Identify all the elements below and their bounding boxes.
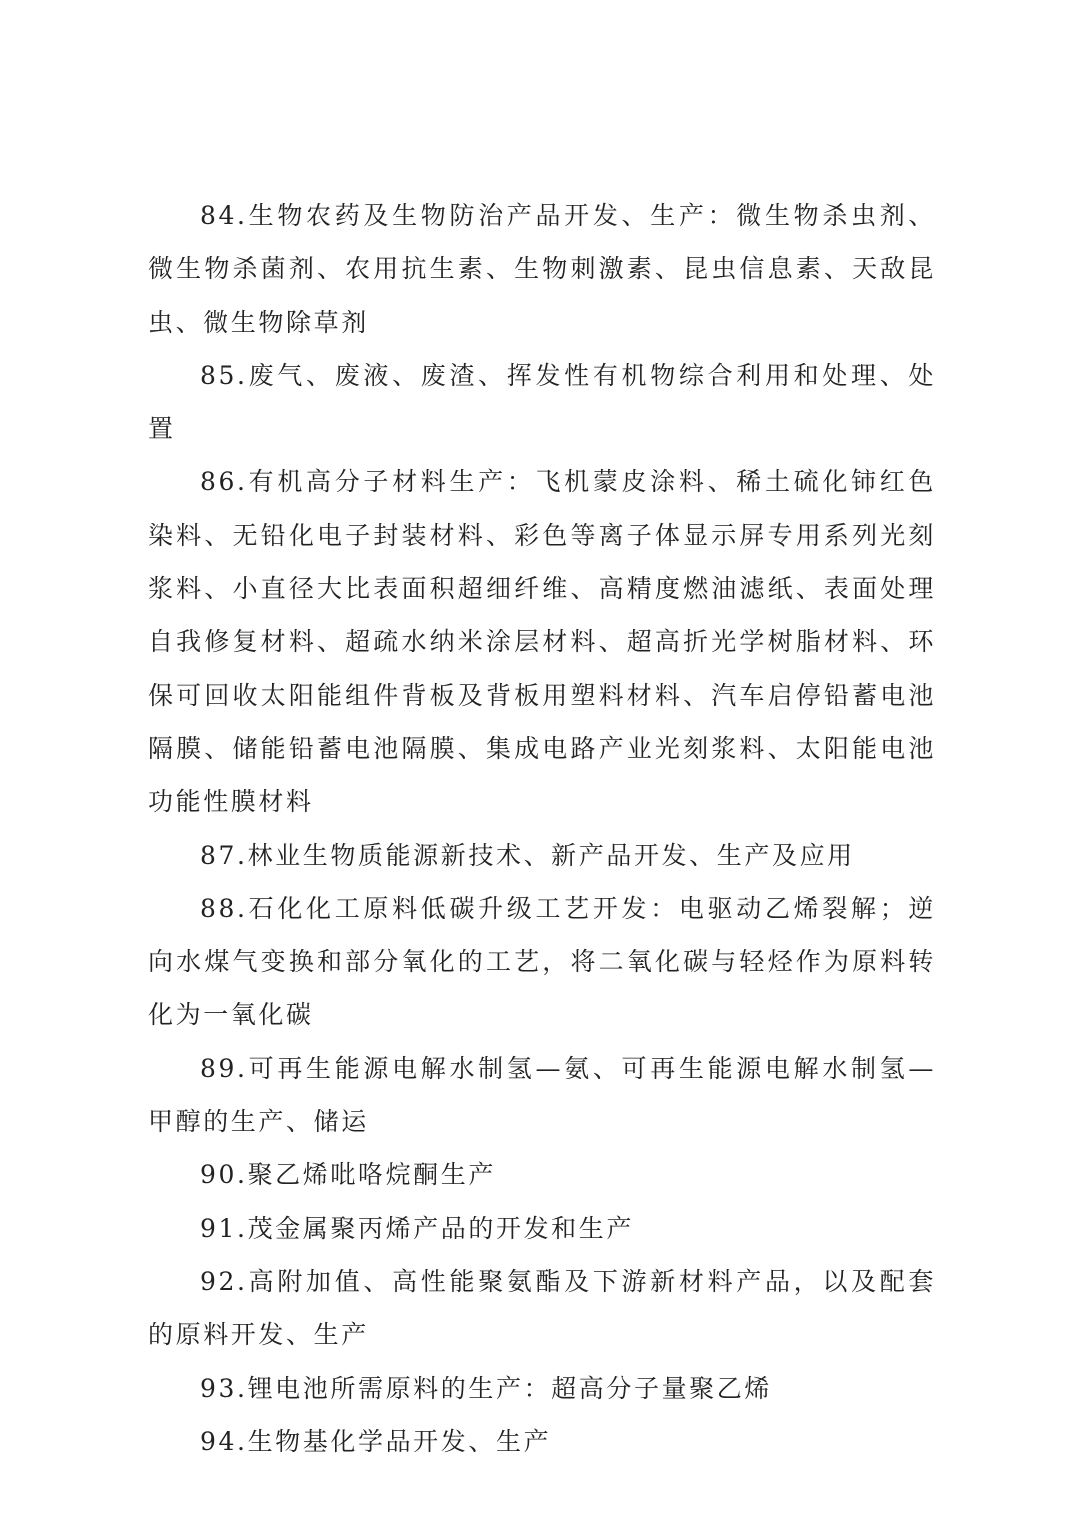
- item-text: 生物基化学品开发、生产: [247, 1426, 552, 1456]
- item-text: 林业生物质能源新技术、新产品开发、生产及应用: [247, 840, 855, 870]
- item-text: 茂金属聚丙烯产品的开发和生产: [247, 1213, 634, 1243]
- item-text: 生物农药及生物防治产品开发、生产：微生物杀虫剂、微生物杀菌剂、农用抗生素、生物刺激素、昆虫信息素、天敌昆虫、微生物除草剂: [148, 201, 936, 337]
- list-item: [148, 1415, 936, 1468]
- item-number: 92.: [200, 1266, 248, 1296]
- item-text: 高附加值、高性能聚氨酯及下游新材料产品，以及配套的原料开发、生产: [148, 1266, 936, 1350]
- item-text: 可再生能源电解水制氢—氨、可再生能源电解水制氢—甲醇的生产、储运: [148, 1053, 936, 1137]
- list-item: [148, 189, 936, 349]
- item-text: 聚乙烯吡咯烷酮生产: [247, 1160, 496, 1190]
- list-item: [148, 1255, 936, 1362]
- item-number: 88.: [200, 893, 248, 923]
- list-item: [148, 1202, 936, 1255]
- item-text: 有机高分子材料生产：飞机蒙皮涂料、稀土硫化铈红色染料、无铅化电子封装材料、彩色等离子体显示屏专用系列光刻浆料、小直径大比表面积超细纤维、高精度燃油滤纸、表面处理自我修复材料、超疏水纳米涂层材料、超高折光学树脂材料、环保可回收太阳能组件背板及背板用塑料材料、汽车启停铅蓄电池隔膜、储能铅蓄电池隔膜、集成电路产业光刻浆料、太阳能电池功能性膜材料: [148, 467, 936, 817]
- item-number: 85.: [200, 360, 248, 390]
- item-text: 锂电池所需原料的生产：超高分子量聚乙烯: [247, 1373, 772, 1403]
- item-number: 93.: [200, 1373, 248, 1403]
- item-number: 94.: [200, 1426, 248, 1456]
- item-text: 废气、废液、废渣、挥发性有机物综合利用和处理、处置: [148, 360, 936, 444]
- item-number: 87.: [200, 840, 248, 870]
- list-item: [148, 882, 936, 1042]
- item-number: 90.: [200, 1160, 248, 1190]
- list-item: [148, 1362, 936, 1415]
- item-number: 89.: [200, 1053, 248, 1083]
- item-text: 石化化工原料低碳升级工艺开发：电驱动乙烯裂解；逆向水煤气变换和部分氧化的工艺，将二氧化碳与轻烃作为原料转化为一氧化碳: [148, 893, 936, 1030]
- list-item: [148, 1148, 936, 1201]
- item-number: 91.: [200, 1213, 248, 1243]
- list-item: [148, 1042, 936, 1149]
- item-number: 86.: [200, 467, 248, 497]
- list-item: [148, 829, 936, 882]
- item-number: 84.: [200, 201, 248, 230]
- list-item: [148, 349, 936, 456]
- list-item: [148, 455, 936, 828]
